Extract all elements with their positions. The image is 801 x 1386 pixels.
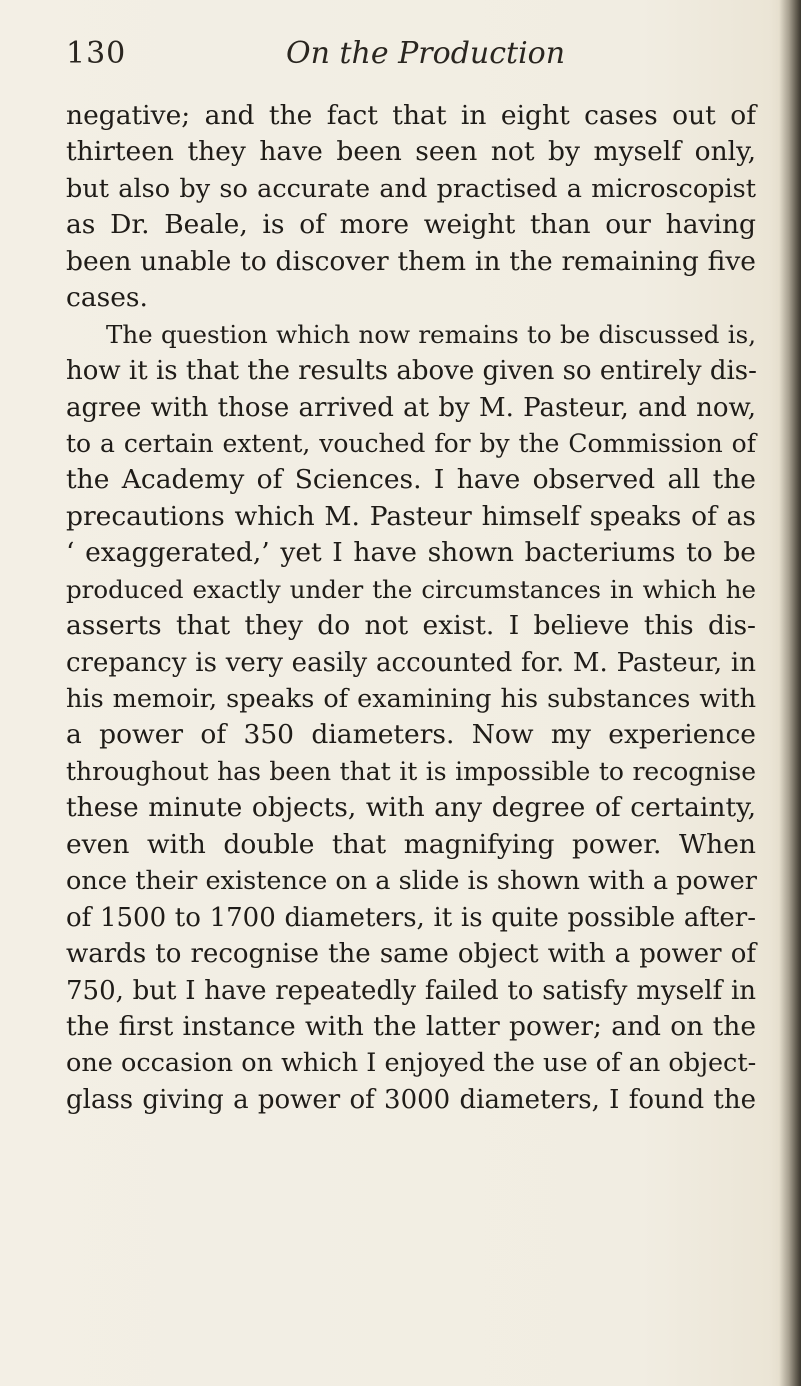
text-line: glass giving a power of 3000 diameters, I found the <box>66 1084 756 1115</box>
text-line: even with double that magnifying power. When <box>66 828 756 860</box>
text-line: these minute objects, with any degree of certainty, <box>66 792 756 824</box>
text-line: his memoir, speaks of examining his substances with <box>66 684 756 714</box>
text-line: agree with those arrived at by M. Pasteur, and now, <box>66 392 756 423</box>
page-header <box>66 36 746 86</box>
text-line: crepancy is very easily accounted for. M. Pasteur, in <box>66 647 756 678</box>
text-line: throughout has been that it is impossible to recognise <box>66 756 756 786</box>
body-text <box>66 98 756 1118</box>
text-line: the first instance with the latter power; and on the <box>66 1010 756 1042</box>
page-number: 130 <box>66 36 127 71</box>
text-line: but also by so accurate and practised a microscopist <box>66 173 756 204</box>
running-head: On the Production <box>286 36 566 71</box>
text-line: cases. <box>66 282 148 314</box>
text-line: been unable to discover them in the remaining five <box>66 245 756 277</box>
text-line: produced exactly under the circumstances in which he <box>66 574 756 604</box>
text-line: a power of 350 diameters. Now my experience <box>66 719 756 751</box>
text-line: wards to recognise the same object with a power of <box>66 939 756 970</box>
text-line: 750, but I have repeatedly failed to satisfy myself in <box>66 975 756 1006</box>
text-line: once their existence on a slide is shown with a power <box>66 866 757 897</box>
text-line: negative; and the fact that in eight cases out of <box>66 100 756 131</box>
page-edge-shadow <box>779 0 801 1386</box>
text-line: one occasion on which I enjoyed the use of an object- <box>66 1048 757 1079</box>
text-line: asserts that they do not exist. I believe this dis- <box>66 610 756 642</box>
text-line: precautions which M. Pasteur himself speaks of as <box>66 500 756 532</box>
text-line: The question which now remains to be discussed is, <box>106 319 756 349</box>
text-line: the Academy of Sciences. I have observed all the <box>66 464 756 496</box>
text-line: of 1500 to 1700 diameters, it is quite possible after- <box>66 902 756 933</box>
text-line: to a certain extent, vouched for by the Commission of <box>66 428 756 458</box>
text-line: how it is that the results above given so entirely dis- <box>66 356 757 387</box>
text-line: as Dr. Beale, is of more weight than our having <box>66 209 756 241</box>
text-line: ‘ exaggerated,’ yet I have shown bacteriums to be <box>66 537 756 569</box>
text-line: thirteen they have been seen not by myself only, <box>66 136 756 168</box>
